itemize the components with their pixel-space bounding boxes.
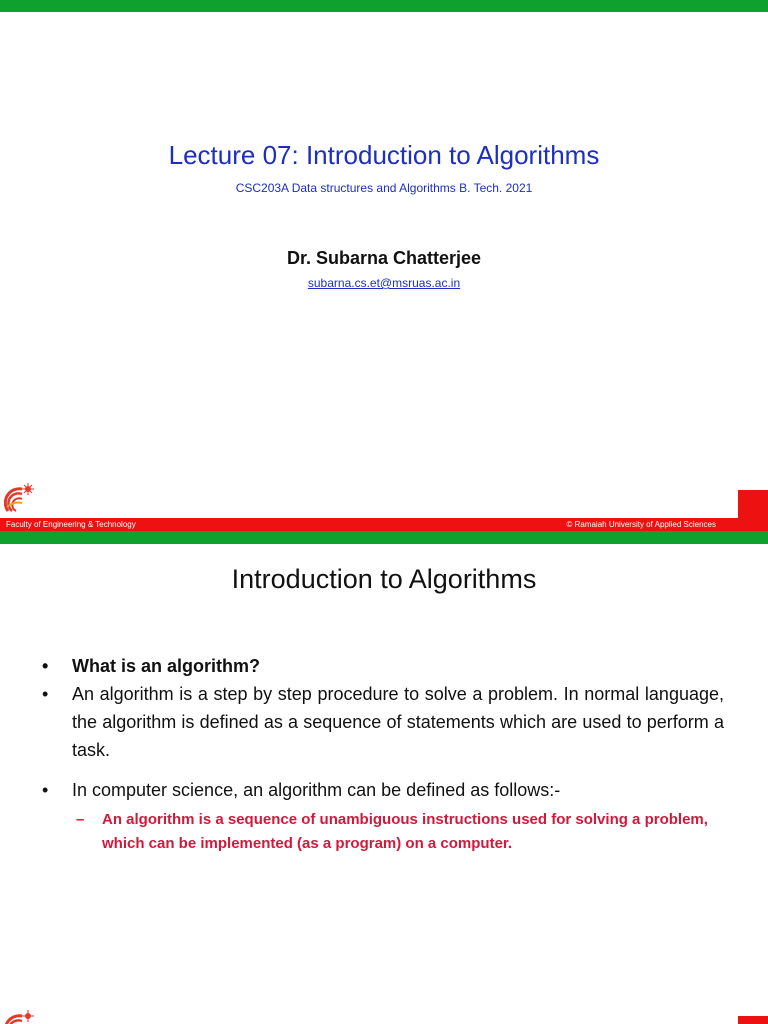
slide-heading: Introduction to Algorithms <box>231 564 537 594</box>
footer-red-tab <box>738 490 768 518</box>
university-logo-icon <box>4 1008 38 1024</box>
author-name: Dr. Subarna Chatterjee <box>286 248 482 268</box>
author-email-link[interactable]: subarna.cs.et@msruas.ac.in <box>307 276 461 290</box>
list-item <box>42 680 724 764</box>
bullet-text: What is an algorithm? <box>72 656 261 676</box>
sub-list-item <box>42 808 724 856</box>
bullet-marker: • <box>42 684 49 704</box>
top-green-bar <box>0 0 768 12</box>
bullet-marker: • <box>42 656 49 676</box>
definition-text: An algorithm is a sequence of unambiguous instructions used for solving a problem, which can be implemented (as a program) on a computer. <box>102 811 708 852</box>
sub-bullet-marker: – <box>76 811 85 828</box>
footer-red-tab <box>738 1016 768 1024</box>
course-subtitle: CSC203A Data structures and Algorithms B. Tech. 2021 <box>235 181 533 195</box>
lecture-title: Lecture 07: Introduction to Algorithms <box>168 140 600 170</box>
bullet-text: In computer science, an algorithm can be defined as follows:- <box>72 780 561 800</box>
footer-faculty-text: Faculty of Engineering & Technology <box>6 520 136 529</box>
bullet-text: An algorithm is a step by step procedure to solve a problem. In normal language, the algorithm is defined as a sequence of statements which are used to perform a task. <box>72 684 724 760</box>
bullet-marker: • <box>42 780 49 800</box>
footer-copyright-text: © Ramaiah University of Applied Sciences <box>566 520 716 529</box>
list-item <box>42 652 724 680</box>
bullet-list <box>42 652 724 856</box>
top-green-bar <box>0 536 768 544</box>
content-slide <box>0 536 768 1024</box>
university-logo-icon <box>4 481 38 515</box>
list-item <box>42 776 724 804</box>
